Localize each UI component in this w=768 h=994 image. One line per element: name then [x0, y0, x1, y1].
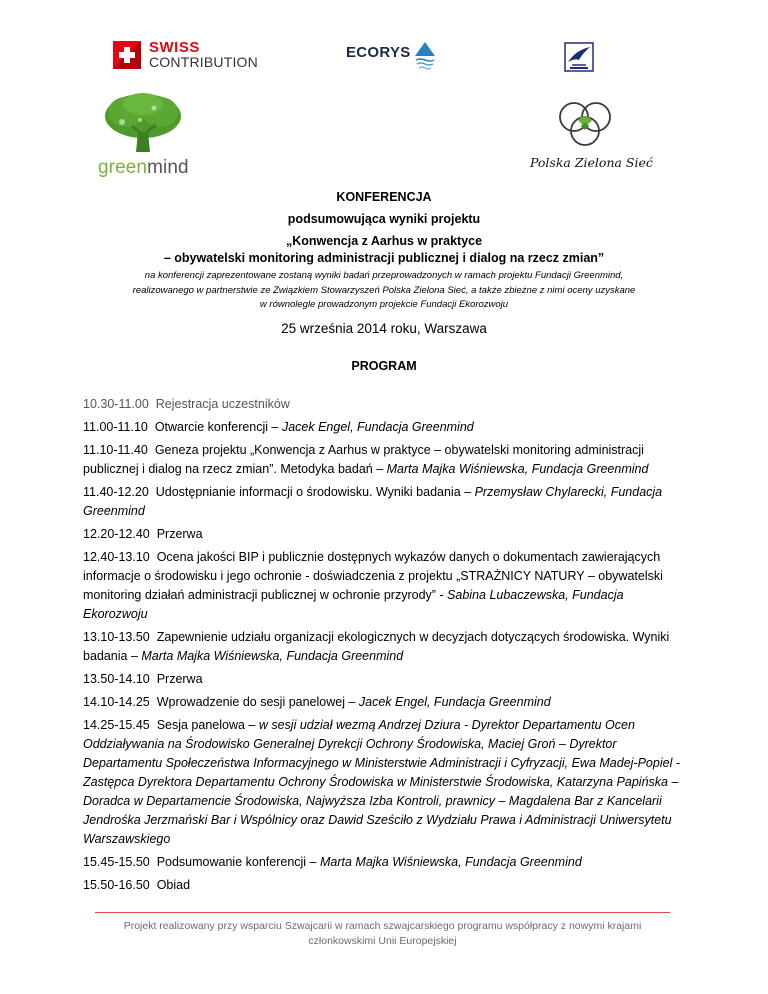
agenda-time: 15.50-16.50: [83, 877, 150, 892]
agenda-speaker: Przemysław Chylarecki, Fundacja Greenmind: [83, 484, 663, 518]
tree-icon: [102, 92, 184, 154]
agenda-item: [83, 853, 684, 872]
intro-line-1: na konferencji zaprezentowane zostaną wyniki badań przeprowadzonych w ramach projektu Fundacji Greenmind,: [144, 270, 624, 281]
agenda-title: Obiad: [156, 877, 191, 892]
agenda-title: Rejestracja uczestników: [155, 396, 290, 411]
intro-text: [84, 269, 684, 313]
greenmind-logo: [98, 92, 188, 179]
greenmind-logo-text: [98, 157, 188, 179]
document-body: [84, 189, 684, 899]
agenda-time: 11.40-12.20: [83, 484, 149, 499]
program-heading: PROGRAM: [351, 358, 417, 373]
intro-line-3: w równolegle prowadzonym projekcie Fundacji Ekorozwoju: [259, 299, 509, 310]
footer-line-2: członkowskimi Unii Europejskiej: [308, 935, 457, 947]
agenda-item: [83, 395, 684, 414]
agenda-time: 14.25-15.45: [83, 717, 150, 732]
agenda-time: 13.50-14.10: [83, 671, 150, 686]
agenda-item: [83, 670, 684, 689]
footer-line-1: Projekt realizowany przy wsparciu Szwajcarii w ramach szwajcarskiego programu współpracy z nowymi krajami: [123, 920, 642, 932]
agenda-time: 11.00-11.10: [83, 419, 148, 434]
agenda-title: Ocena jakości BIP i publicznie dostępnych wykazów danych o dokumentach zawierających informacje o środowisku i jego ochronie - doświadczenia z projektu „STRAŻNICY NATURY – obywatelski monitoring działań administracji publicznej w ochronie przyrody” -: [83, 549, 663, 602]
polska-zielona-siec-logo: [530, 100, 653, 170]
agenda-title: Podsumowanie konferencji –: [156, 854, 320, 869]
agenda-item: [83, 548, 684, 624]
agenda-title: Przerwa: [156, 671, 203, 686]
agenda-time: 12.20-12.40: [83, 526, 150, 541]
agenda-item: [83, 716, 684, 849]
heading-project-title-1: „Konwencja z Aarhus w praktyce: [285, 234, 483, 248]
agenda-speaker: Marta Majka Wiśniewska, Fundacja Greenmind: [319, 854, 582, 869]
agenda-title: Geneza projektu „Konwencja z Aarhus w praktyce – obywatelski monitoring administracji publicznej i dialog na rzecz zmian”. Metodyka badań –: [83, 442, 644, 476]
agenda-speaker: w sesji udział wezmą Andrzej Dziura - Dyrektor Departamentu Ocen Oddziaływania na Środowisko Generalnej Dyrekcji Ochrony Środowiska, Maciej Groń – Dyrektor Departamentu Społeczeństwa Informacyjnego w Ministerstwie Administracji i Cyfryzacji, Ewa Madej-Popiel - Zastępca Dyrektora Departamentu Ochrony Środowiska w Ministerstwie Środowiska, Katarzyna Papińska – Doradca w Departamencie Środowiska, Najwyższa Izba Kontroli, prawnicy – Magdalena Bar z Kancelarii Jendrośka Jerzmański Bar i Wspólnicy oraz Dawid Sześciło z Wydziału Prawa i Administracji Uniwersytetu Warszawskiego: [83, 717, 680, 846]
agenda-item: [83, 441, 684, 479]
agenda-item: [83, 628, 684, 666]
polska-zielona-siec-text: Polska Zielona Sieć: [530, 155, 653, 170]
swiss-contribution-logo: [113, 40, 258, 70]
agenda-title: Udostępnianie informacji o środowisku. Wyniki badania –: [155, 484, 475, 499]
agenda-speaker: Marta Majka Wiśniewska, Fundacja Greenmind: [141, 648, 404, 663]
swiss-logo-line1: SWISS: [149, 39, 200, 56]
greenmind-part1: green: [98, 157, 148, 178]
greenmind-part2: mind: [147, 157, 189, 178]
agenda-item: [83, 483, 684, 521]
agenda-time: 15.45-15.50: [83, 854, 150, 869]
swiss-flag-icon: [113, 41, 141, 69]
agenda-title: Sesja panelowa –: [156, 717, 259, 732]
agenda-time: 13.10-13.50: [83, 629, 150, 644]
agenda-item: [83, 418, 684, 437]
ecorys-logo: [346, 40, 437, 74]
agenda-time: 14.10-14.25: [83, 694, 150, 709]
agenda-speaker: Jacek Engel, Fundacja Greenmind: [281, 419, 474, 434]
ecorys-triangle-icon: [413, 40, 437, 74]
ecorys-logo-text: ECORYS: [346, 44, 411, 61]
agenda-item: [83, 525, 684, 544]
agenda-title: Wprowadzenie do sesji panelowej –: [156, 694, 359, 709]
agenda-item: [83, 693, 684, 712]
agenda-speaker: Marta Majka Wiśniewska, Fundacja Greenmind: [386, 461, 649, 476]
agenda-time: 12.40-13.10: [83, 549, 150, 564]
three-circles-icon: [552, 100, 618, 148]
agenda-title: Przerwa: [156, 526, 203, 541]
heading-konferencja: KONFERENCJA: [336, 190, 432, 204]
agenda-item: [83, 876, 684, 895]
heading-subtitle: podsumowująca wyniki projektu: [287, 212, 481, 226]
bird-logo: [564, 42, 594, 77]
bird-emblem-icon: [564, 42, 594, 72]
swiss-logo-line2: CONTRIBUTION: [149, 54, 258, 70]
intro-line-2: realizowanego w partnerstwie ze Związkiem Stowarzyszeń Polska Zielona Sieć, a także zbieżne z nimi oceny uzyskane: [132, 284, 636, 296]
agenda-title: Zapewnienie udziału organizacji ekologicznych w decyzjach dotyczących środowiska. Wyniki badania –: [83, 629, 670, 663]
agenda-time: 11.10-11.40: [83, 442, 148, 457]
footer-divider: [95, 912, 670, 913]
agenda-title: Otwarcie konferencji –: [154, 419, 282, 434]
agenda-list: [83, 395, 684, 895]
heading-project-title-2: – obywatelski monitoring administracji publicznej i dialog na rzecz zmian”: [163, 251, 605, 265]
agenda-speaker: Jacek Engel, Fundacja Greenmind: [358, 694, 551, 709]
agenda-speaker: Sabina Lubaczewska, Fundacja Ekorozwoju: [83, 587, 624, 621]
agenda-time: 10.30-11.00: [83, 396, 149, 411]
event-date: 25 września 2014 roku, Warszawa: [281, 320, 487, 336]
footer-note: [95, 919, 670, 949]
